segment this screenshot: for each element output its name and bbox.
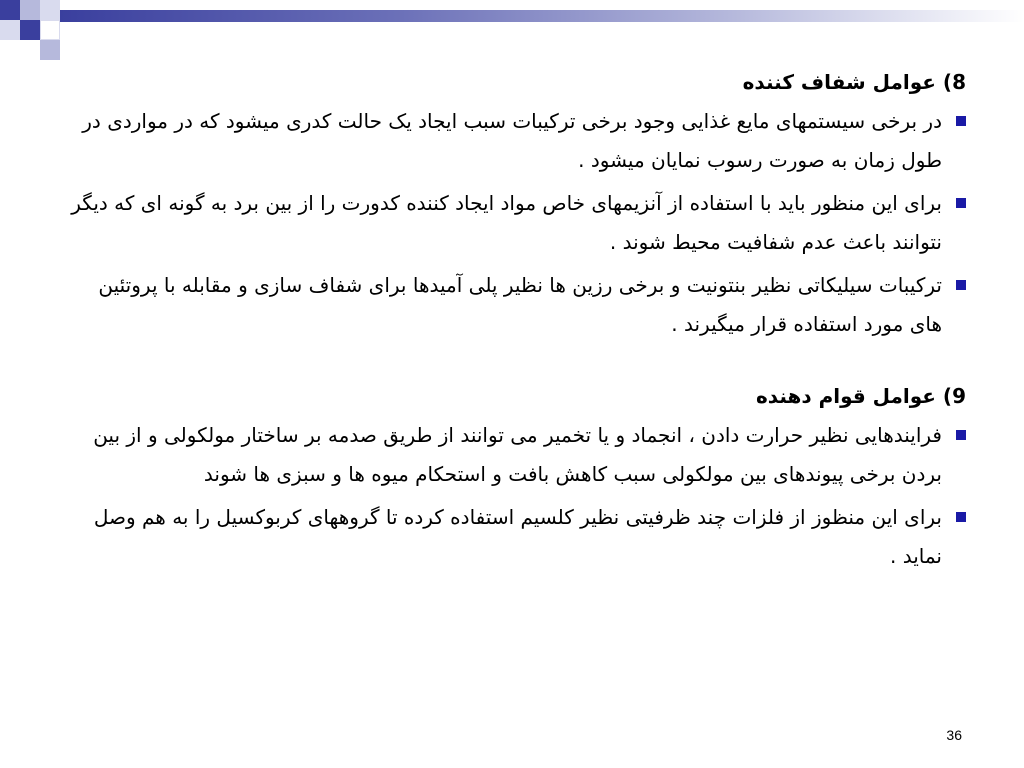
list-item	[66, 416, 966, 494]
header-decoration	[0, 0, 1024, 60]
slide-content	[66, 62, 966, 580]
bullet-list-thickening	[66, 416, 966, 576]
bullet-text: ترکیبات سیلیکاتی نظیر بنتونیت و برخی رزین ها نظیر پلی آمیدها برای شفاف سازی و مقابله با پروتئین های مورد استفاده قرار میگیرند .	[98, 273, 942, 336]
header-square-6	[0, 20, 20, 40]
list-item	[66, 498, 966, 576]
square-bullet-icon	[956, 198, 966, 208]
list-item	[66, 184, 966, 262]
header-square-7	[40, 40, 60, 60]
bullet-text: فرایندهایی نظیر حرارت دادن ، انجماد و یا تخمیر می توانند از طریق صدمه بر ساختار مولکولی و از بین بردن برخی پیوندهای بین مولکولی سبب کاهش بافت و استحکام میوه ها و سبزی ها شوند	[93, 423, 942, 486]
header-gradient-bar	[60, 10, 1024, 22]
header-square-2	[20, 0, 40, 20]
header-square-3	[40, 0, 60, 20]
square-bullet-icon	[956, 116, 966, 126]
header-square-1	[0, 0, 20, 20]
section-spacer	[66, 348, 966, 376]
square-bullet-icon	[956, 430, 966, 440]
square-bullet-icon	[956, 280, 966, 290]
header-square-4	[20, 20, 40, 40]
square-bullet-icon	[956, 512, 966, 522]
list-item	[66, 102, 966, 180]
section-heading-thickening: 9) عوامل قوام دهنده	[755, 384, 966, 408]
bullet-text: برای این منظوز از فلزات چند ظرفیتی نظیر کلسیم استفاده کرده تا گروههای کربوکسیل را به هم وصل نماید .	[93, 505, 942, 568]
page-number: 36	[946, 727, 962, 743]
section-heading-clarifying: 8) عوامل شفاف کننده	[742, 70, 966, 94]
bullet-text: در برخی سیستمهای مایع غذایی وجود برخی ترکیبات سبب ایجاد یک حالت کدری میشود که در مواردی در طول زمان به صورت رسوب نمایان میشود .	[82, 109, 942, 172]
header-square-5	[40, 20, 60, 40]
bullet-list-clarifying	[66, 102, 966, 344]
bullet-text: برای این منظور باید با استفاده از آنزیمهای خاص مواد ایجاد کننده کدورت را از بین برد به گونه ای که دیگر نتوانند باعث عدم شفافیت محیط شوند .	[71, 191, 942, 254]
list-item	[66, 266, 966, 344]
